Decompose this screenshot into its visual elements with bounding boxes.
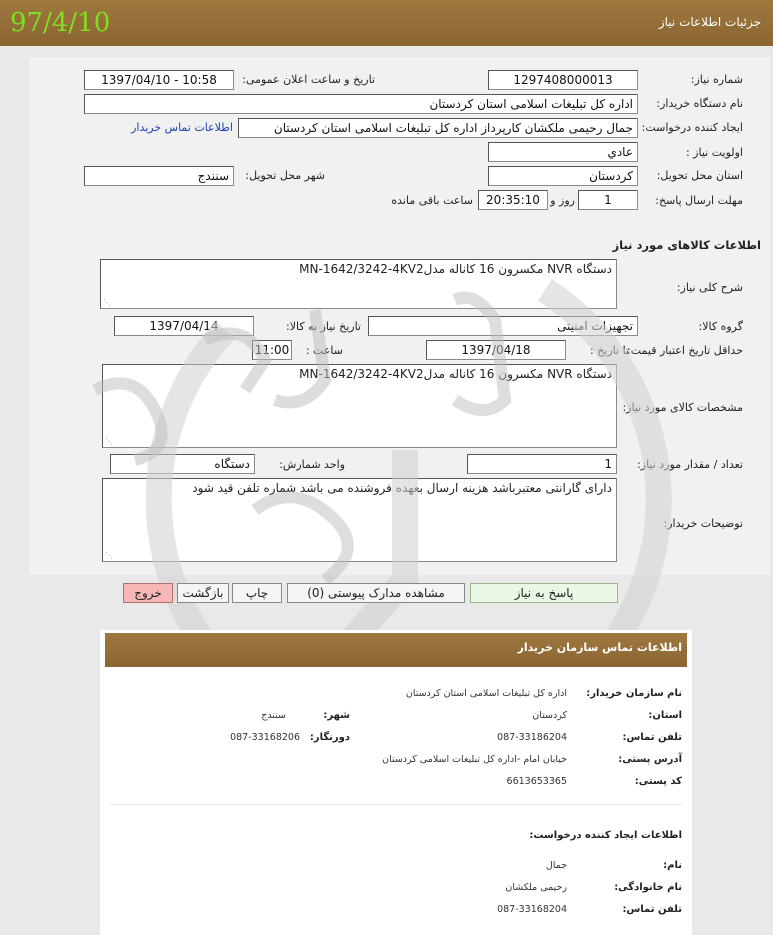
creator-phone-value: 087-33168204 — [497, 904, 567, 915]
spec-textarea — [102, 364, 617, 448]
attachments-button[interactable]: مشاهده مدارک پیوستی (0) — [287, 583, 465, 603]
contact-fax-value: 087-33168206 — [230, 732, 300, 743]
card-title: اطلاعات تماس سازمان خریدار — [517, 641, 682, 654]
resize-grip-icon[interactable]: ⋰ — [105, 437, 113, 446]
quantity-label: تعداد / مقدار مورد نیاز: — [637, 458, 743, 471]
contact-postal-label: کد پستی: — [634, 776, 682, 787]
contact-address-label: آدرس پستی: — [618, 754, 682, 765]
resize-grip-icon[interactable]: ⋰ — [103, 298, 111, 307]
creator-family-value: رحیمی ملکشان — [505, 882, 567, 893]
goods-group-label: گروه کالا: — [698, 320, 743, 333]
back-button[interactable]: بازگشت — [177, 583, 229, 603]
exit-button[interactable]: خروج — [123, 583, 173, 603]
deadline-label: مهلت ارسال پاسخ: — [655, 194, 743, 207]
unit-label: واحد شمارش: — [279, 458, 345, 471]
summary-label: شرح کلی نیاز: — [676, 281, 743, 294]
contact-province-label: استان: — [648, 710, 682, 721]
contact-postal-value: 6613653365 — [506, 776, 567, 787]
buyer-notes-label: توضیحات خریدار: — [663, 517, 743, 530]
buyer-notes-text: دارای گارانتی معتبرباشد هزینه ارسال بعهده فروشنده می باشد شماره تلفن قید شود — [192, 481, 612, 495]
contact-city-value: سنندج — [261, 710, 286, 721]
unit-field: دستگاه — [110, 454, 255, 474]
buyer-notes-textarea — [102, 478, 617, 562]
deadline-time-field: 20:35:10 — [478, 190, 548, 210]
creator-family-label: نام خانوادگی: — [614, 882, 682, 893]
creator-label: ایجاد کننده درخواست: — [641, 121, 743, 134]
reply-button[interactable]: پاسخ به نیاز — [470, 583, 618, 603]
contact-address-value: خیابان امام -اداره کل تبلیغات اسلامی کردستان — [382, 754, 567, 765]
buyer-contact-link[interactable]: اطلاعات تماس خریدار — [131, 121, 233, 134]
priority-field: عادي — [488, 142, 638, 162]
spec-label: مشخصات کالای مورد نیاز: — [622, 401, 743, 414]
contact-province-value: کردستان — [532, 710, 567, 721]
need-number-label: شماره نیاز: — [690, 73, 743, 86]
remaining-word: ساعت باقی مانده — [391, 194, 473, 207]
resize-grip-icon[interactable]: ⋰ — [105, 551, 113, 560]
creator-phone-label: تلفن تماس: — [622, 904, 682, 915]
buyer-contact-card — [100, 630, 692, 935]
summary-textarea — [100, 259, 617, 309]
creator-name-value: جمال — [545, 860, 567, 871]
validity-time-field: 11:00 — [252, 340, 292, 360]
validity-label: حداقل تاریخ اعتبار قیمت: — [627, 344, 743, 357]
date-stamp: 97/4/10 — [10, 8, 111, 38]
contact-city-label: شهر: — [323, 710, 350, 721]
summary-text: دستگاه NVR مکسرون 16 کاناله مدلMN-1642/3242-4KV2 — [299, 262, 612, 276]
spec-text: دستگاه NVR مکسرون 16 کاناله مدلMN-1642/3242-4KV2 — [299, 367, 612, 381]
buyer-org-field: اداره کل تبلیغات اسلامی استان کردستان — [84, 94, 638, 114]
province-field: کردستان — [488, 166, 638, 186]
need-date-field: 1397/04/14 — [114, 316, 254, 336]
deadline-days-field: 1 — [578, 190, 638, 210]
creator-name-label: نام: — [663, 860, 682, 871]
city-label: شهر محل تحویل: — [245, 169, 325, 182]
city-field: سنندج — [84, 166, 234, 186]
validity-date-field: 1397/04/18 — [426, 340, 566, 360]
validity-hour-label: ساعت : — [305, 344, 343, 357]
contact-org-label: نام سازمان خریدار: — [586, 688, 682, 699]
goods-section-title: اطلاعات کالاهای مورد نیاز — [612, 238, 761, 252]
days-word: روز و — [550, 194, 575, 207]
contact-phone-label: تلفن تماس: — [622, 732, 682, 743]
need-date-label: تاریخ نیاز به کالا: — [286, 320, 361, 333]
goods-group-field: تجهیزات امنیتی — [368, 316, 638, 336]
page-header — [0, 0, 773, 46]
buyer-org-label: نام دستگاه خریدار: — [656, 97, 743, 110]
quantity-field: 1 — [467, 454, 617, 474]
need-number-field: 1297408000013 — [488, 70, 638, 90]
priority-label: اولویت نیاز : — [685, 146, 743, 159]
creator-field: جمال رحیمی ملکشان کارپرداز اداره کل تبلیغات اسلامی استان کردستان — [238, 118, 638, 138]
contact-org-value: اداره کل تبلیغات اسلامی استان کردستان — [405, 688, 567, 699]
creator-section-title: اطلاعات ایجاد کننده درخواست: — [529, 830, 682, 841]
announce-field: 1397/04/10 - 10:58 — [84, 70, 234, 90]
contact-phone-value: 087-33186204 — [497, 732, 567, 743]
contact-fax-label: دورنگار: — [309, 732, 350, 743]
announce-label: تاریخ و ساعت اعلان عمومی: — [242, 73, 375, 86]
print-button[interactable]: چاپ — [232, 583, 282, 603]
divider — [110, 804, 682, 805]
until-label: تا تاریخ : — [590, 344, 629, 357]
province-label: استان محل تحویل: — [656, 169, 743, 182]
page-title: جزئیات اطلاعات نیاز — [658, 15, 761, 29]
